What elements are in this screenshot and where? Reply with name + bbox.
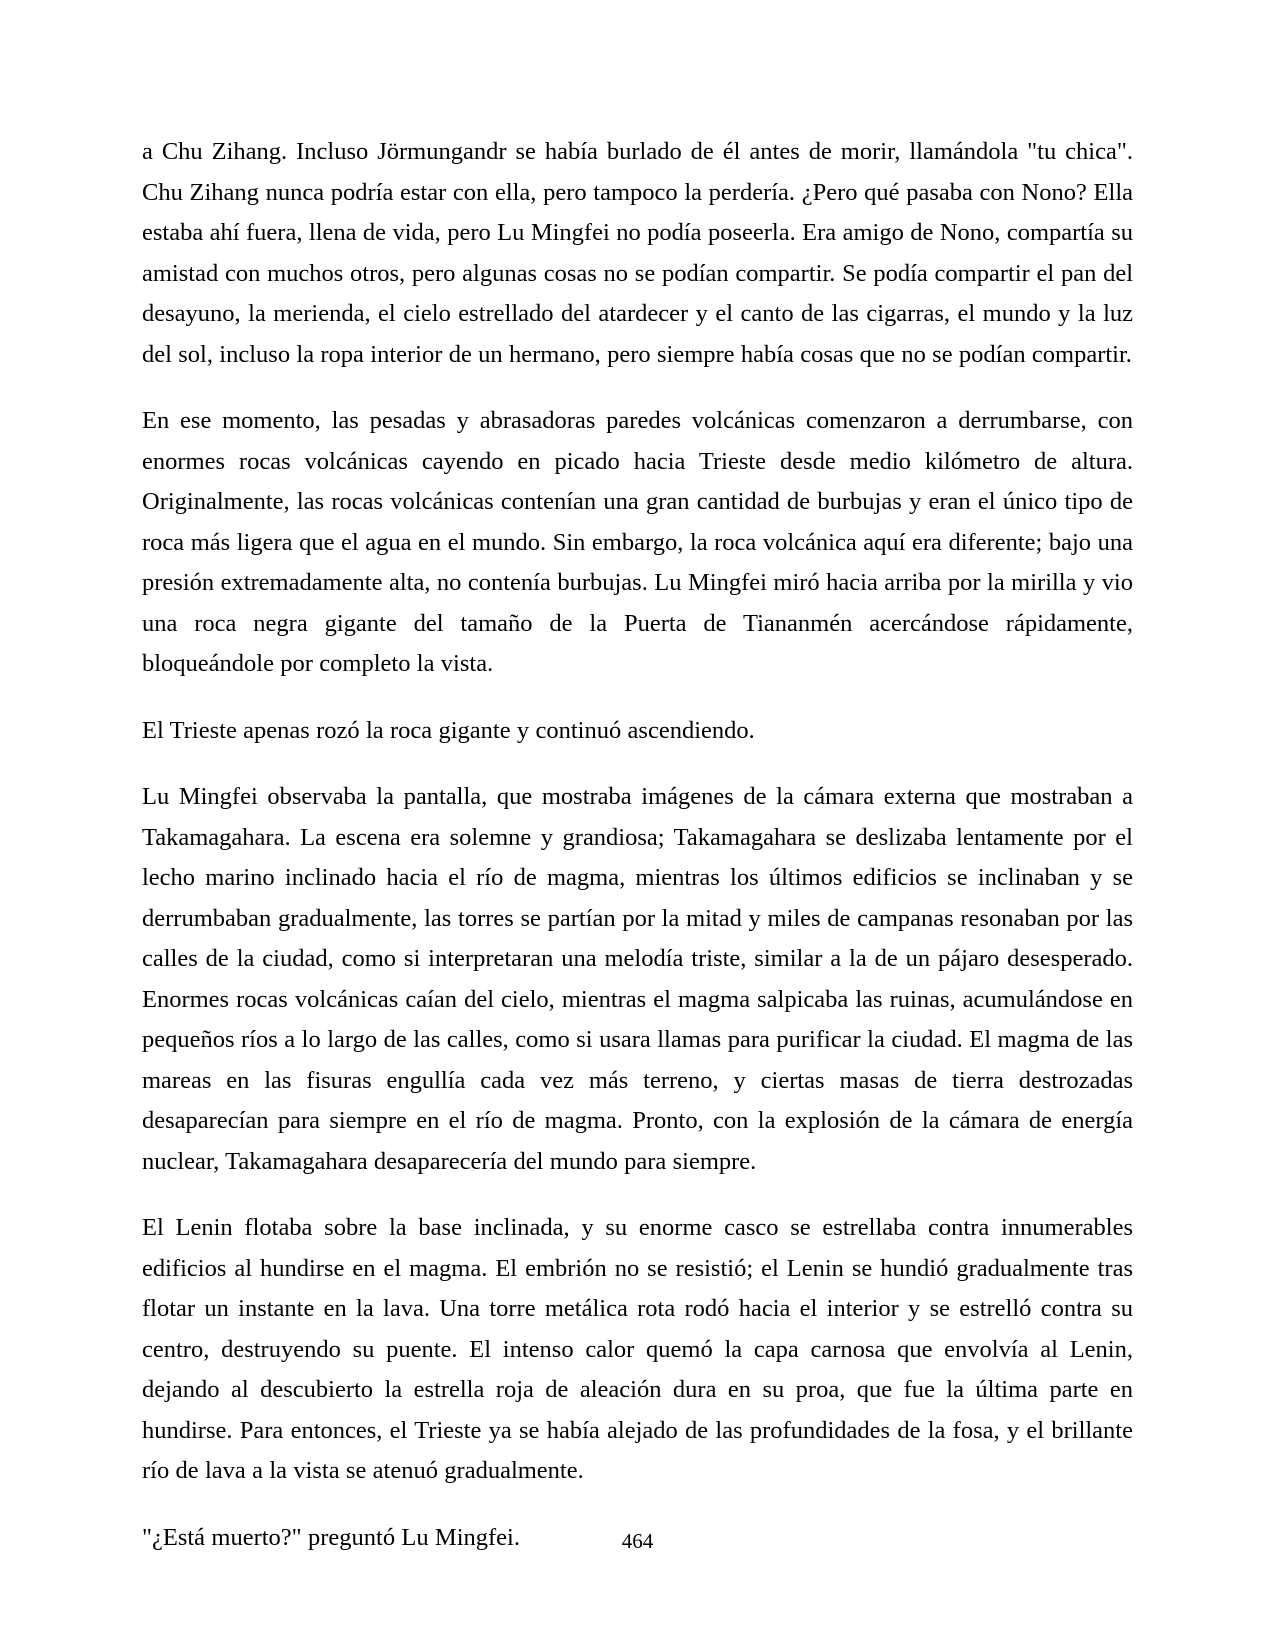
page-number: 464 bbox=[621, 1529, 654, 1553]
body-paragraph: En ese momento, las pesadas y abrasadoras paredes volcánicas comenzaron a derrumbarse, con enormes rocas volcánicas cayendo en picado hacia Trieste desde medio kilómetro de altura. Originalmente, las rocas volcánicas contenían una gran cantidad de burbujas y eran el único tipo de roca más ligera que el agua en el mundo. Sin embargo, la roca volcánica aquí era diferente; bajo una presión extremadamente alta, no contenía burbujas. Lu Mingfei miró hacia arriba por la mirilla y vio una roca negra gigante del tamaño de la Puerta de Tiananmén acercándose rápidamente, bloqueándole por completo la vista. bbox=[142, 407, 1133, 677]
body-paragraph: El Lenin flotaba sobre la base inclinada, y su enorme casco se estrellaba contra innumerables edificios al hundirse en el magma. El embrión no se resistió; el Lenin se hundió gradualmente tras flotar un instante en la lava. Una torre metálica rota rodó hacia el interior y se estrelló contra su centro, destruyendo su puente. El intenso calor quemó la capa carnosa que envolvía al Lenin, dejando al descubierto la estrella roja de aleación dura en su proa, que fue la última parte en hundirse. Para entonces, el Trieste ya se había alejado de las profundidades de la fosa, y el brillante río de lava a la vista se atenuó gradualmente. bbox=[142, 1214, 1133, 1484]
body-paragraph: El Trieste apenas rozó la roca gigante y continuó ascendiendo. bbox=[142, 716, 755, 744]
body-paragraph: Lu Mingfei observaba la pantalla, que mostraba imágenes de la cámara externa que mostraban a Takamagahara. La escena era solemne y grandiosa; Takamagahara se deslizaba lentamente por el lecho marino inclinado hacia el río de magma, mientras los últimos edificios se inclinaban y se derrumbaban gradualmente, las torres se partían por la mitad y miles de campanas resonaban por las calles de la ciudad, como si interpretaran una melodía triste, similar a la de un pájaro desesperado. Enormes rocas volcánicas caían del cielo, mientras el magma salpicaba las ruinas, acumulándose en pequeños ríos a lo largo de las calles, como si usara llamas para purificar la ciudad. El magma de las mareas en las fisuras engullía cada vez más terreno, y ciertas masas de tierra destrozadas desaparecían para siempre en el río de magma. Pronto, con la explosión de la cámara de energía nuclear, Takamagahara desaparecería del mundo para siempre. bbox=[142, 783, 1133, 1175]
page-text-body bbox=[142, 132, 1133, 1558]
body-paragraph: "¿Está muerto?" preguntó Lu Mingfei. bbox=[142, 1523, 520, 1551]
body-paragraph: a Chu Zihang. Incluso Jörmungandr se había burlado de él antes de morir, llamándola "tu chica". Chu Zihang nunca podría estar con ella, pero tampoco la perdería. ¿Pero qué pasaba con Nono? Ella estaba ahí fuera, llena de vida, pero Lu Mingfei no podía poseerla. Era amigo de Nono, compartía su amistad con muchos otros, pero algunas cosas no se podían compartir. Se podía compartir el pan del desayuno, la merienda, el cielo estrellado del atardecer y el canto de las cigarras, el mundo y la luz del sol, incluso la ropa interior de un hermano, pero siempre había cosas que no se podían compartir. bbox=[142, 138, 1133, 368]
